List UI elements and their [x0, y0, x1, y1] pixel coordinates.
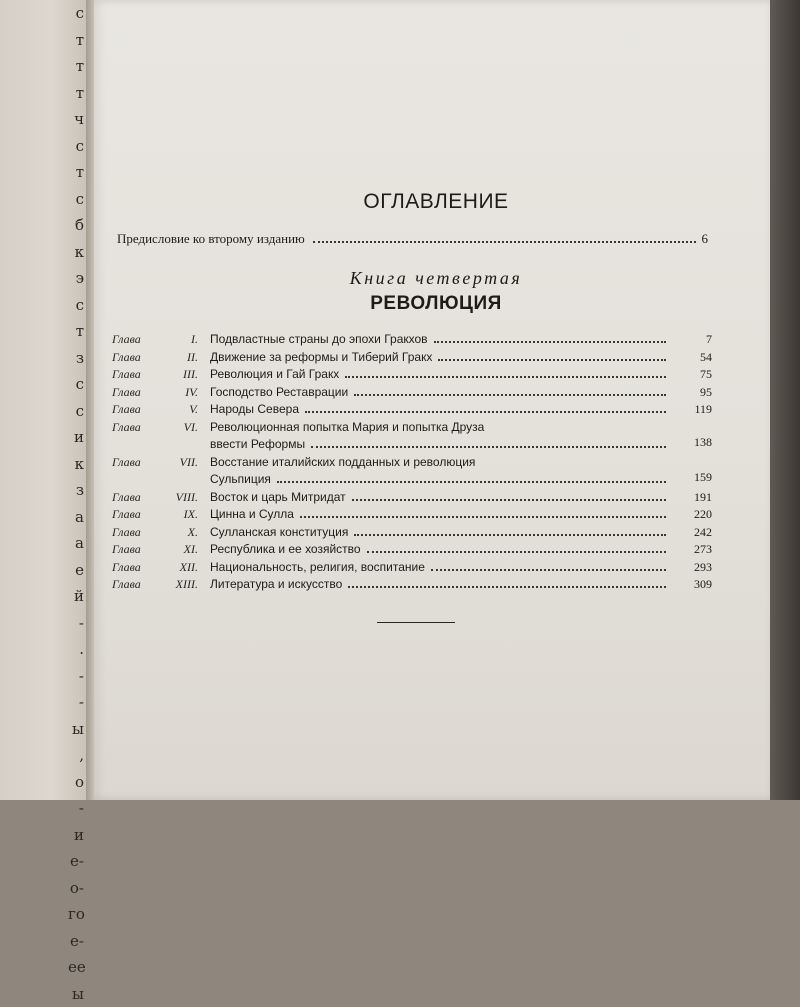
toc-chapter-row: [112, 506, 712, 524]
chapter-page-number: 273: [670, 541, 712, 559]
left-page-fragment: ч: [68, 106, 84, 133]
left-page-fragment: го: [68, 901, 84, 928]
left-page-fragment: с: [68, 186, 84, 213]
chapter-title-block: [210, 559, 670, 577]
chapter-title-block: [210, 524, 670, 542]
chapter-title: Литература и искусство: [210, 576, 342, 594]
toc-chapter-list: [112, 331, 712, 594]
left-page-fragment: т: [68, 159, 84, 186]
chapter-title: Сулланская конституция: [210, 524, 348, 542]
left-page-fragment: о-: [68, 875, 84, 902]
section-end-rule: [377, 622, 455, 623]
chapter-title: Восток и царь Митридат: [210, 489, 346, 507]
dot-leader: [313, 241, 696, 243]
left-page-fragment: т: [68, 318, 84, 345]
chapter-title-line: [210, 559, 670, 577]
dot-leader: [345, 376, 666, 378]
toc-chapter-row: [112, 401, 712, 419]
dot-leader: [354, 534, 666, 536]
chapter-word: Глава: [112, 454, 154, 472]
left-page-fragment: о: [68, 769, 84, 796]
chapter-title: Национальность, религия, воспитание: [210, 559, 425, 577]
dot-leader: [367, 551, 666, 553]
chapter-word: Глава: [112, 366, 154, 384]
left-page-fragment: б: [68, 212, 84, 239]
left-page-fragment: -: [68, 795, 84, 822]
left-page-fragment: -: [68, 610, 84, 637]
toc-chapter-row: [112, 541, 712, 559]
chapter-word: Глава: [112, 384, 154, 402]
chapter-word: Глава: [112, 349, 154, 367]
left-page-fragment: ы: [68, 981, 84, 1007]
toc-chapter-row: [112, 576, 712, 594]
chapter-title-line: [210, 419, 670, 437]
chapter-title-block: [210, 489, 670, 507]
chapter-word: Глава: [112, 559, 154, 577]
chapter-number: XIII.: [154, 576, 210, 594]
book-subtitle: Книга четвертая: [94, 268, 778, 289]
chapter-number: IX.: [154, 506, 210, 524]
chapter-title-line: [210, 436, 670, 454]
chapter-number: IV.: [154, 384, 210, 402]
left-page-fragment: с: [68, 398, 84, 425]
book-cover-edge: [770, 0, 800, 800]
toc-chapter-row: [112, 349, 712, 367]
chapter-title: Цинна и Сулла: [210, 506, 294, 524]
left-page-fragment: а: [68, 504, 84, 531]
chapter-word: Глава: [112, 401, 154, 419]
left-page-fragment: и: [68, 822, 84, 849]
page-title: ОГЛАВЛЕНИЕ: [94, 190, 778, 214]
left-page-fragment: к: [68, 239, 84, 266]
chapter-title-block: [210, 331, 670, 349]
chapter-title: Революция и Гай Гракх: [210, 366, 339, 384]
left-page-fragment: и: [68, 424, 84, 451]
chapter-title-block: [210, 366, 670, 384]
chapter-title-line: [210, 489, 670, 507]
chapter-title-line: [210, 401, 670, 419]
chapter-word: Глава: [112, 331, 154, 349]
chapter-title: Сульпиция: [210, 471, 271, 489]
toc-preface-entry: [117, 231, 708, 247]
chapter-title: Господство Реставрации: [210, 384, 348, 402]
left-page-fragment: т: [68, 80, 84, 107]
dot-leader: [277, 481, 666, 483]
left-page-fragment: с: [68, 0, 84, 27]
chapter-word: Глава: [112, 419, 154, 437]
left-page-fragment: е: [68, 557, 84, 584]
left-page-fragment: с: [68, 292, 84, 319]
left-page-fragment: -: [68, 689, 84, 716]
chapter-word: Глава: [112, 506, 154, 524]
left-page-fragment: -: [68, 663, 84, 690]
chapter-title: ввести Реформы: [210, 436, 305, 454]
chapter-number: X.: [154, 524, 210, 542]
chapter-page-number: 138: [670, 434, 712, 452]
chapter-page-number: 220: [670, 506, 712, 524]
dot-leader: [352, 499, 666, 501]
left-page-fragment: з: [68, 345, 84, 372]
chapter-title-line: [210, 471, 670, 489]
left-facing-page: [0, 0, 86, 800]
toc-chapter-row: [112, 419, 712, 454]
dot-leader: [354, 394, 666, 396]
dot-leader: [348, 586, 666, 588]
chapter-title-line: [210, 366, 670, 384]
left-page-fragment: й: [68, 583, 84, 610]
chapter-title-block: [210, 349, 670, 367]
chapter-page-number: 75: [670, 366, 712, 384]
chapter-number: III.: [154, 366, 210, 384]
chapter-title-line: [210, 349, 670, 367]
chapter-word: Глава: [112, 489, 154, 507]
chapter-title-line: [210, 524, 670, 542]
chapter-title: Революционная попытка Мария и попытка Друза: [210, 419, 484, 437]
chapter-title-line: [210, 576, 670, 594]
chapter-title: Республика и ее хозяйство: [210, 541, 361, 559]
chapter-number: VIII.: [154, 489, 210, 507]
chapter-title: Восстание италийских подданных и революция: [210, 454, 475, 472]
left-page-fragment: э: [68, 265, 84, 292]
left-page-fragment: е-: [68, 848, 84, 875]
left-page-fragment: з: [68, 477, 84, 504]
chapter-page-number: 119: [670, 401, 712, 419]
preface-label: Предисловие ко второму изданию: [117, 231, 305, 247]
chapter-number: VI.: [154, 419, 210, 437]
chapter-page-number: 242: [670, 524, 712, 542]
chapter-word: Глава: [112, 576, 154, 594]
chapter-number: II.: [154, 349, 210, 367]
chapter-page-number: 309: [670, 576, 712, 594]
toc-chapter-row: [112, 489, 712, 507]
chapter-page-number: 293: [670, 559, 712, 577]
contents-page: [94, 0, 778, 800]
dot-leader: [311, 446, 666, 448]
chapter-title-block: [210, 419, 670, 454]
chapter-title-block: [210, 401, 670, 419]
chapter-number: VII.: [154, 454, 210, 472]
chapter-title: Движение за реформы и Тиберий Гракх: [210, 349, 432, 367]
chapter-word: Глава: [112, 524, 154, 542]
chapter-page-number: 7: [670, 331, 712, 349]
chapter-number: I.: [154, 331, 210, 349]
chapter-page-number: 191: [670, 489, 712, 507]
toc-chapter-row: [112, 454, 712, 489]
left-page-fragment: а: [68, 530, 84, 557]
dot-leader: [438, 359, 666, 361]
chapter-title-block: [210, 506, 670, 524]
chapter-number: V.: [154, 401, 210, 419]
chapter-title-block: [210, 384, 670, 402]
chapter-title-block: [210, 576, 670, 594]
chapter-title-line: [210, 331, 670, 349]
chapter-title-line: [210, 541, 670, 559]
left-page-fragment: ы: [68, 716, 84, 743]
dot-leader: [305, 411, 666, 413]
left-page-fragment: е-: [68, 928, 84, 955]
chapter-title-block: [210, 541, 670, 559]
chapter-page-number: 95: [670, 384, 712, 402]
chapter-number: XI.: [154, 541, 210, 559]
left-page-fragment: ,: [68, 742, 84, 769]
chapter-title: Подвластные страны до эпохи Гракхов: [210, 331, 428, 349]
chapter-title-line: [210, 454, 670, 472]
toc-chapter-row: [112, 559, 712, 577]
chapter-number: XII.: [154, 559, 210, 577]
book-title: РЕВОЛЮЦИЯ: [94, 293, 778, 315]
left-page-fragment: к: [68, 451, 84, 478]
left-page-fragment: т: [68, 53, 84, 80]
chapter-title-line: [210, 384, 670, 402]
left-page-text-fragments: [68, 0, 84, 1007]
left-page-fragment: т: [68, 27, 84, 54]
chapter-page-number: 54: [670, 349, 712, 367]
dot-leader: [300, 516, 666, 518]
left-page-fragment: ее: [68, 954, 84, 981]
preface-page: 6: [702, 231, 709, 247]
chapter-word: Глава: [112, 541, 154, 559]
toc-chapter-row: [112, 384, 712, 402]
chapter-title-line: [210, 506, 670, 524]
chapter-title-block: [210, 454, 670, 489]
toc-chapter-row: [112, 524, 712, 542]
toc-chapter-row: [112, 366, 712, 384]
chapter-page-number: 159: [670, 469, 712, 487]
dot-leader: [434, 341, 666, 343]
chapter-title: Народы Севера: [210, 401, 299, 419]
left-page-fragment: с: [68, 371, 84, 398]
toc-chapter-row: [112, 331, 712, 349]
dot-leader: [431, 569, 666, 571]
left-page-fragment: .: [68, 636, 84, 663]
left-page-fragment: с: [68, 133, 84, 160]
